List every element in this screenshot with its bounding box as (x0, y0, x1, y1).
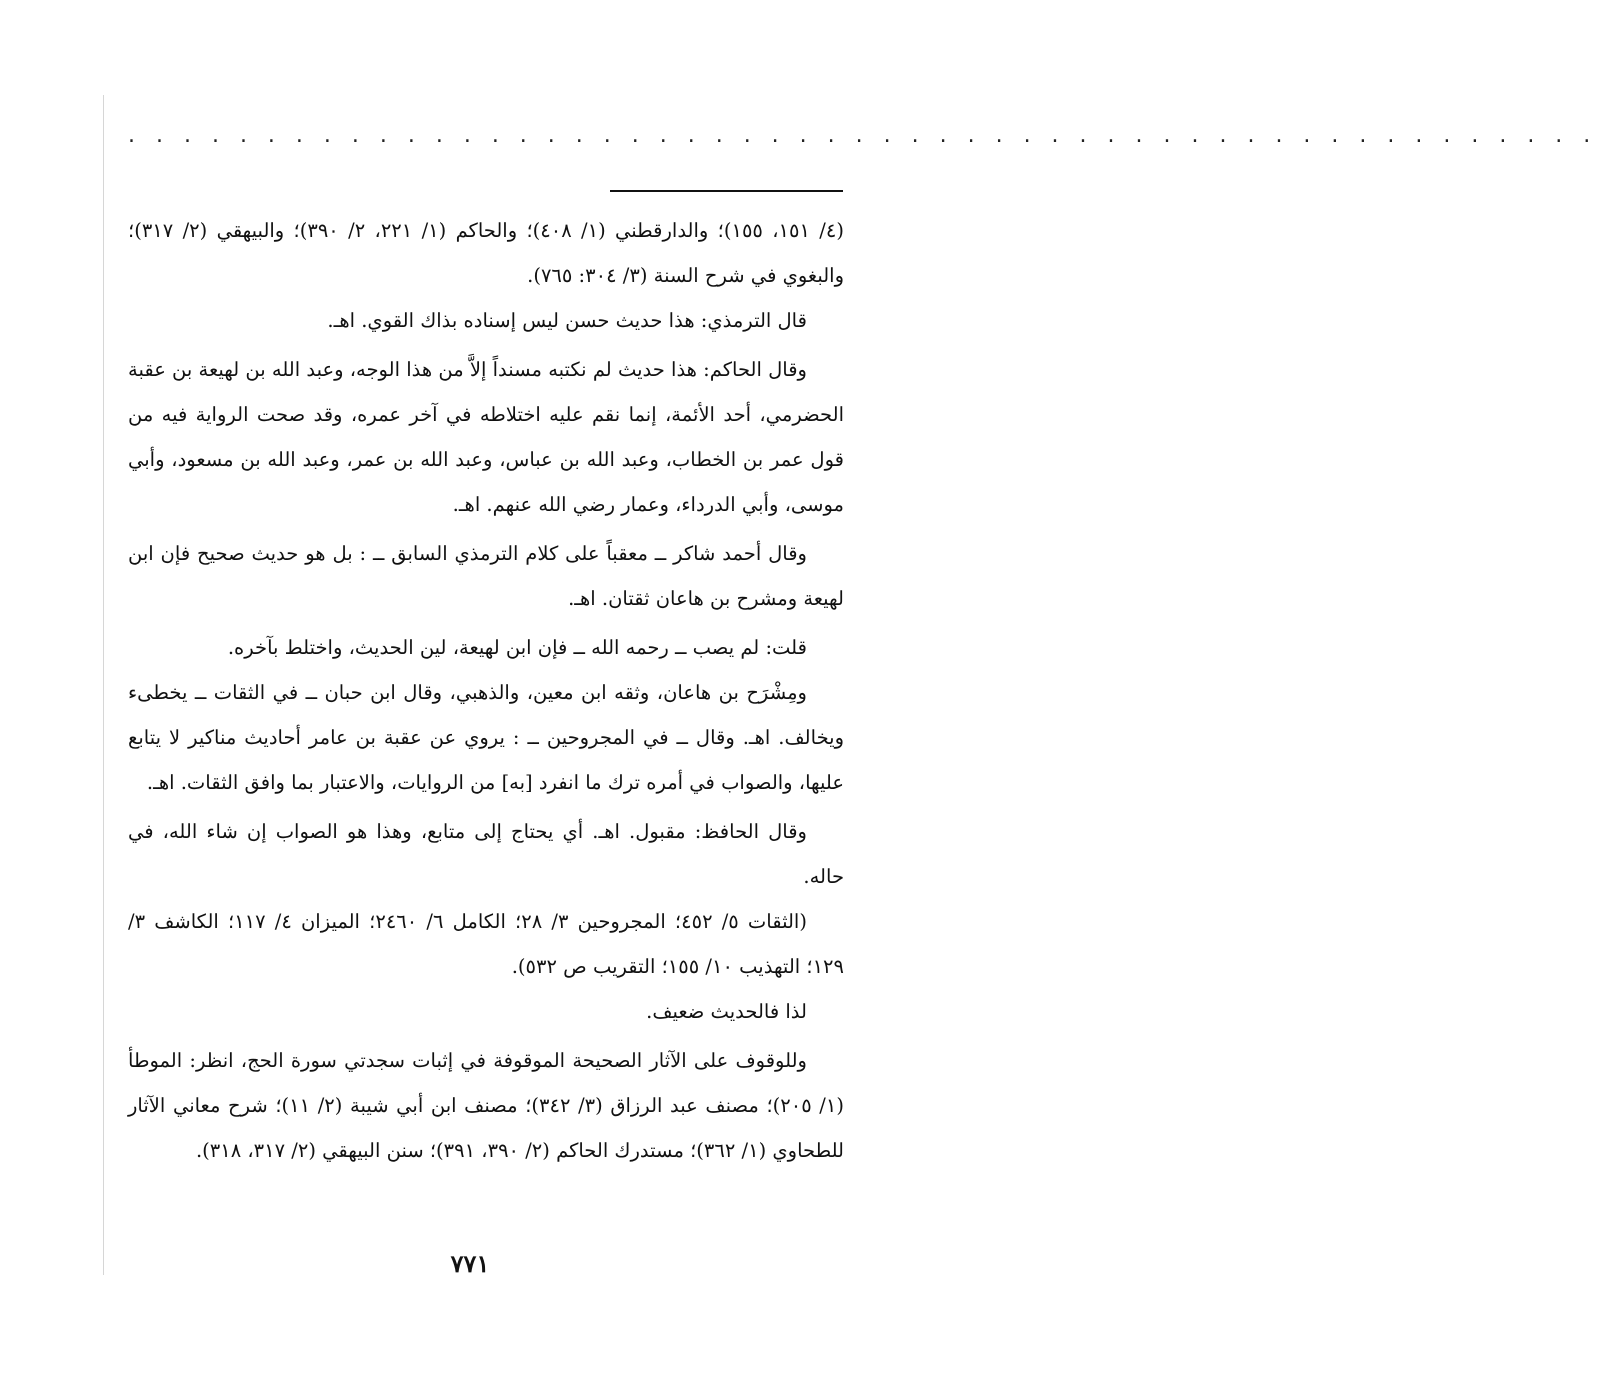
paragraph-athar: وللوقوف على الآثار الصحيحة الموقوفة في إثبات سجدتي سورة الحج، انظر: الموطأ (١/ ٢٠٥)؛ مصنف عبد الرزاق (٣/ ٣٤٢)؛ مصنف ابن أبي شيبة (٢/ ١١)؛ شرح معاني الآثار للطحاوي (١/ ٣٦٢)؛ مستدرك الحاكم (٢/ ٣٩٠، ٣٩١)؛ سنن البيهقي (٢/ ٣١٧، ٣١٨). (128, 1049, 844, 1162)
gutter-line (103, 95, 104, 1275)
paragraph-conclusion: لذا فالحديث ضعيف. (646, 1000, 807, 1023)
page-number: ٧٧١ (450, 1249, 490, 1278)
paragraph-hakim: وقال الحاكم: هذا حديث لم نكتبه مسنداً إلاَّ من هذا الوجه، وعبد الله بن لهيعة بن عقبة الحضرمي، أحد الأئمة، إنما نقم عليه اختلاطه في آخر عمره، وقد صحت الرواية فيه من قول عمر بن الخطاب، وعبد الله بن عباس، وعبد الله بن عمر، وعبد الله بن مسعود، وأبي موسى، وأبي الدرداء، وعمار رضي الله عنهم. اهـ. (128, 358, 844, 516)
separator-dots: . . . . . . . . . . . . . . . . . . . . . . . . . . . . . . . . . . . . . . . . . . . . . . . . . . . . . (128, 123, 1597, 148)
paragraph-sources: (الثقات ٥/ ٤٥٢؛ المجروحين ٣/ ٢٨؛ الكامل ٦/ ٢٤٦٠؛ الميزان ٤/ ١١٧؛ الكاشف ٣/ ١٢٩؛ التهذيب ١٠/ ١٥٥؛ التقريب ص ٥٣٢). (128, 910, 844, 978)
footnote-rule (610, 190, 843, 192)
footnote-body (128, 208, 844, 1173)
paragraph-hafiz: وقال الحافظ: مقبول. اهـ. أي يحتاج إلى متابع، وهذا هو الصواب إن شاء الله، في حاله. (128, 820, 844, 888)
paragraph-tirmidhi: قال الترمذي: هذا حديث حسن ليس إسناده بذاك القوي. اهـ. (327, 309, 807, 332)
paragraph-qult: قلت: لم يصب ــ رحمه الله ــ فإن ابن لهيعة، لين الحديث، واختلط بآخره. (227, 636, 807, 659)
paragraph-ahmad-shakir: وقال أحمد شاكر ــ معقباً على كلام الترمذي السابق ــ : بل هو حديث صحيح فإن ابن لهيعة ومشرح بن هاعان ثقتان. اهـ. (128, 542, 844, 610)
paragraph-citations: (٤/ ١٥١، ١٥٥)؛ والدارقطني (١/ ٤٠٨)؛ والحاكم (١/ ٢٢١، ٢/ ٣٩٠)؛ والبيهقي (٢/ ٣١٧)؛ والبغوي في شرح السنة (٣/ ٣٠٤: ٧٦٥). (128, 219, 844, 287)
paragraph-mishrah: ومِشْرَح بن هاعان، وثقه ابن معين، والذهبي، وقال ابن حبان ــ في الثقات ــ يخطىء ويخالف. اهـ. وقال ــ في المجروحين ــ : يروي عن عقبة بن عامر أحاديث مناكير لا يتابع عليها، والصواب في أمره ترك ما انفرد [به] من الروايات، والاعتبار بما وافق الثقات. اهـ. (128, 681, 844, 794)
